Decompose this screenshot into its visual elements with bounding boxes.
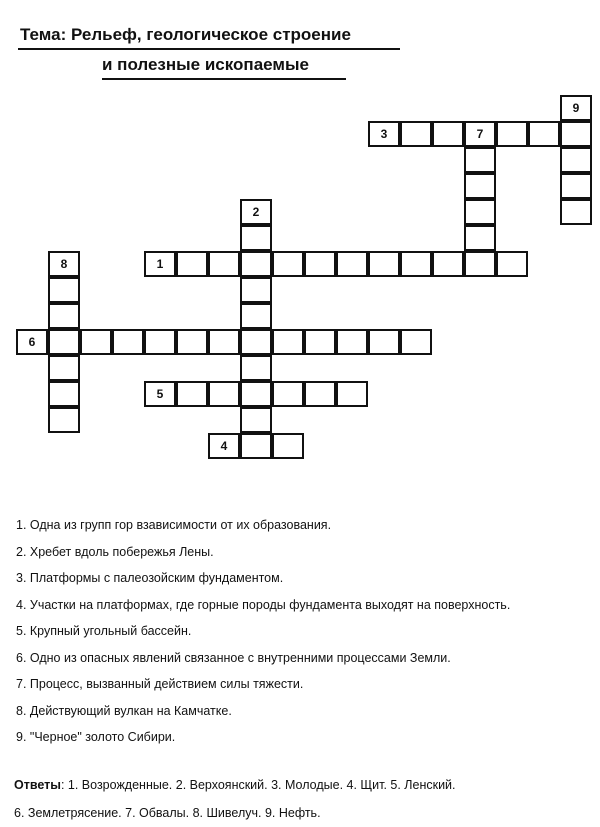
crossword-cell bbox=[48, 407, 80, 433]
crossword-cell bbox=[368, 329, 400, 355]
crossword-cell bbox=[496, 121, 528, 147]
crossword-cell bbox=[240, 381, 272, 407]
crossword-cell bbox=[464, 147, 496, 173]
answers-block bbox=[14, 771, 589, 827]
crossword-cell bbox=[560, 173, 592, 199]
crossword-cell bbox=[560, 199, 592, 225]
clue-2: 2. Хребет вдоль побережья Лены. bbox=[16, 544, 214, 559]
crossword-cell bbox=[240, 329, 272, 355]
crossword-cell bbox=[272, 433, 304, 459]
crossword-cell-4 bbox=[208, 433, 240, 459]
clue-7: 7. Процесс, вызванный действием силы тяжести. bbox=[16, 677, 304, 691]
crossword-cell-7 bbox=[464, 121, 496, 147]
word-number-5: 5 bbox=[156, 387, 164, 401]
crossword-cell bbox=[560, 147, 592, 173]
crossword-cell bbox=[240, 225, 272, 251]
crossword-cell bbox=[432, 121, 464, 147]
crossword-cell-3 bbox=[368, 121, 400, 147]
answers-text-1: : 1. Возрожденные. 2. Верхоянский. 3. Молодые. 4. Щит. 5. Ленский. bbox=[60, 778, 456, 792]
clue-9: 9. "Черное" золото Сибири. bbox=[16, 730, 176, 744]
word-number-7: 7 bbox=[476, 127, 484, 141]
crossword-cell bbox=[464, 173, 496, 199]
crossword-cell bbox=[240, 251, 272, 277]
crossword-cell bbox=[240, 355, 272, 381]
crossword-cell-2 bbox=[240, 199, 272, 225]
crossword-cell bbox=[528, 121, 560, 147]
crossword-cell-9 bbox=[560, 95, 592, 121]
crossword-cell bbox=[144, 329, 176, 355]
clue-5: 5. Крупный угольный бассейн. bbox=[16, 624, 192, 638]
crossword-cell bbox=[496, 251, 528, 277]
crossword-cell-6 bbox=[16, 329, 48, 355]
answers-line-2: 6. Землетрясение. 7. Обвалы. 8. Шивелуч. 9. Нефть. bbox=[14, 806, 321, 820]
crossword-cell bbox=[400, 121, 432, 147]
crossword-cell bbox=[336, 329, 368, 355]
crossword-cell bbox=[336, 381, 368, 407]
crossword-cell bbox=[304, 329, 336, 355]
crossword-cell bbox=[272, 251, 304, 277]
clue-4: 4. Участки на платформах, где горные породы фундамента выходят на поверхность. bbox=[16, 597, 511, 612]
clues-list bbox=[16, 512, 586, 751]
crossword-cell bbox=[336, 251, 368, 277]
word-number-1: 1 bbox=[156, 257, 164, 271]
crossword-cell bbox=[400, 329, 432, 355]
crossword-cell bbox=[432, 251, 464, 277]
clue-1: 1. Одна из групп гор взависимости от их образования. bbox=[16, 518, 332, 532]
answers-label: Ответы bbox=[14, 778, 61, 792]
crossword-cell bbox=[208, 329, 240, 355]
crossword-cell bbox=[240, 433, 272, 459]
crossword-cell bbox=[208, 251, 240, 277]
word-number-6: 6 bbox=[28, 335, 36, 349]
word-number-4: 4 bbox=[220, 439, 228, 453]
crossword-cell bbox=[176, 329, 208, 355]
crossword-cell bbox=[560, 121, 592, 147]
word-number-2: 2 bbox=[252, 205, 260, 219]
crossword-cell bbox=[112, 329, 144, 355]
crossword-cell bbox=[240, 303, 272, 329]
crossword-cell bbox=[48, 303, 80, 329]
crossword-cell-5 bbox=[144, 381, 176, 407]
crossword-cell-8 bbox=[48, 251, 80, 277]
clue-8: 8. Действующий вулкан на Камчатке. bbox=[16, 703, 232, 718]
crossword-cell bbox=[176, 381, 208, 407]
answers-line-1 bbox=[14, 771, 589, 799]
word-number-3: 3 bbox=[380, 127, 388, 141]
crossword-cell bbox=[240, 407, 272, 433]
title-line-2: и полезные ископаемые bbox=[102, 52, 346, 80]
crossword-cell bbox=[272, 381, 304, 407]
word-number-9: 9 bbox=[572, 101, 580, 115]
crossword-cell bbox=[464, 199, 496, 225]
crossword-cell-1 bbox=[144, 251, 176, 277]
crossword-cell bbox=[48, 277, 80, 303]
crossword-cell bbox=[272, 329, 304, 355]
crossword-cell bbox=[48, 355, 80, 381]
clue-6: 6. Одно из опасных явлений связанное с внутренними процессами Земли. bbox=[16, 650, 451, 665]
crossword-cell bbox=[48, 381, 80, 407]
crossword-cell bbox=[208, 381, 240, 407]
crossword-cell bbox=[304, 381, 336, 407]
crossword-cell bbox=[176, 251, 208, 277]
title-line-1: Тема: Рельеф, геологическое строение bbox=[18, 22, 400, 50]
crossword-cell bbox=[464, 225, 496, 251]
crossword-cell bbox=[304, 251, 336, 277]
clue-3: 3. Платформы с палеозойским фундаментом. bbox=[16, 571, 284, 585]
crossword-cell bbox=[80, 329, 112, 355]
crossword-cell bbox=[368, 251, 400, 277]
crossword-cell bbox=[464, 251, 496, 277]
crossword-cell bbox=[240, 277, 272, 303]
word-number-8: 8 bbox=[60, 257, 68, 271]
crossword-cell bbox=[400, 251, 432, 277]
crossword-cell bbox=[48, 329, 80, 355]
